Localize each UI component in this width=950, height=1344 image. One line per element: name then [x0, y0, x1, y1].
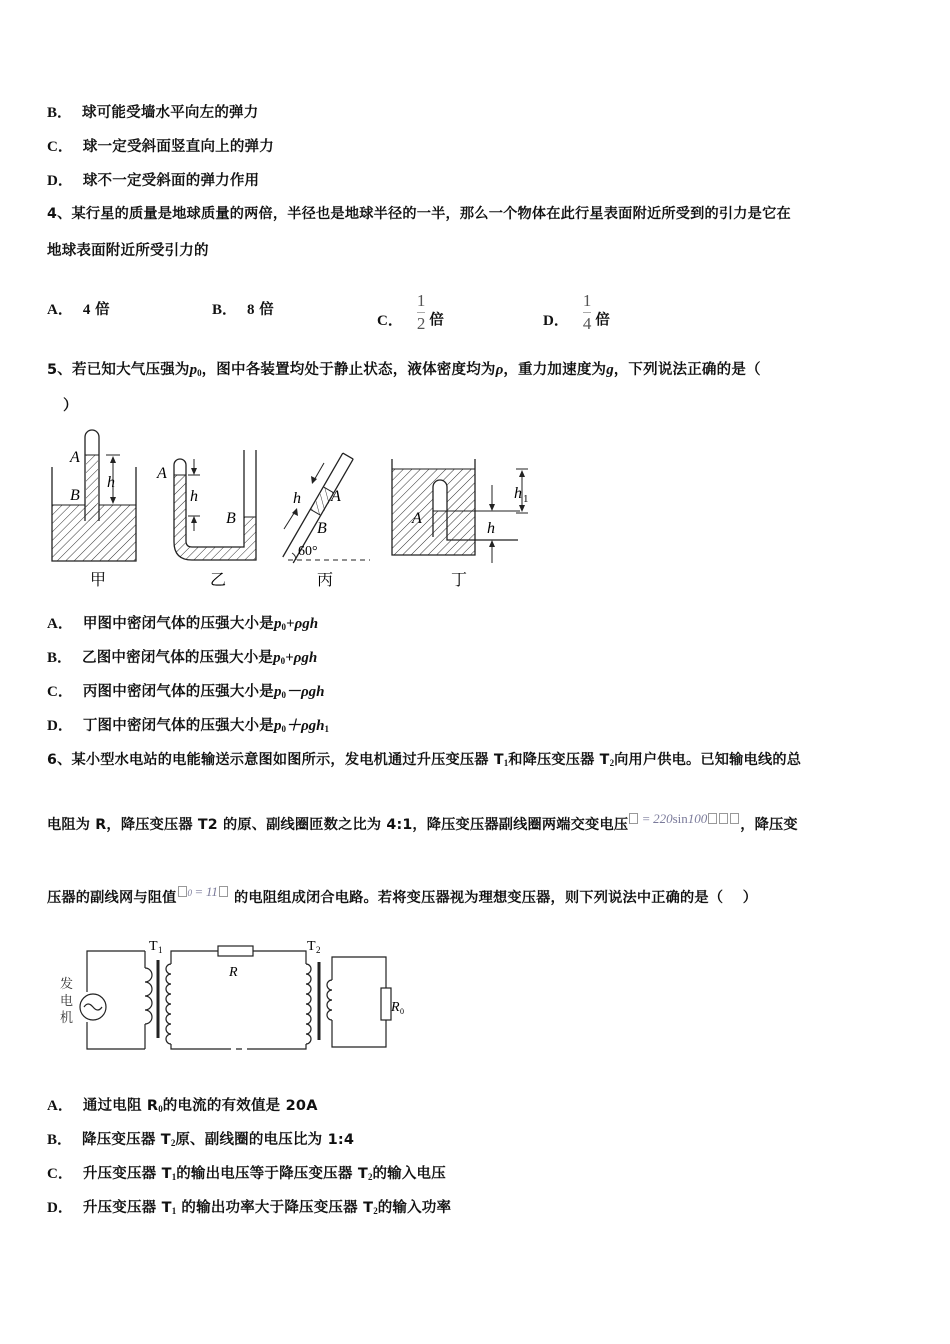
stem-text: 电阻为 R，降压变压器 T2 的原、副线圈匝数之比为 4:1，降压变压器副线圈两端交变电压	[47, 817, 629, 833]
missing-glyph	[219, 886, 228, 897]
option-text: 升压变压器 T	[82, 1200, 172, 1216]
option-text: 原、副线圈的电压比为 1:4	[175, 1132, 355, 1148]
subscript: 0	[158, 1104, 163, 1114]
option-suffix: 倍	[429, 312, 445, 329]
stem-text: 的电阻组成闭合电路。若将变压器视为理想变压器，则下列说法中正确的是（ ）	[228, 890, 758, 906]
option-label: C．	[377, 312, 403, 329]
option-text: 的输入电压	[372, 1166, 446, 1182]
q5-option-c	[47, 681, 325, 705]
option-suffix: 倍	[595, 312, 611, 329]
subscript: 2	[170, 1138, 176, 1148]
svg-text:h: h	[107, 474, 115, 491]
svg-text:A: A	[412, 510, 422, 527]
svg-text:A: A	[157, 465, 167, 482]
option-suffix: 倍	[95, 302, 110, 318]
svg-text:B: B	[70, 487, 80, 504]
q6-stem-line2	[47, 811, 798, 835]
generator-label-char: 电	[60, 994, 74, 1009]
option-text: 球不一定受斜面的弹力作用	[82, 173, 260, 189]
fraction-numerator: 1	[416, 291, 426, 310]
panel-ding	[392, 459, 529, 589]
fraction-denominator: 2	[416, 314, 426, 333]
option-label: B．	[47, 650, 73, 666]
option-label: A．	[47, 1098, 73, 1114]
formula: ＋ρgh	[285, 718, 325, 734]
fraction-bar	[417, 312, 426, 313]
option-label: C．	[47, 1166, 73, 1182]
q4-stem-line2: 地球表面附近所受引力的	[47, 243, 209, 259]
panel-jia	[52, 430, 136, 589]
subscript: 0	[281, 724, 286, 734]
equals-sign: =	[639, 811, 654, 826]
option-text: 球可能受墙水平向左的弹力	[82, 105, 259, 121]
subscript: 1	[171, 1206, 177, 1216]
q5-stem-line1	[47, 359, 761, 383]
symbol-rho: ρ	[495, 362, 504, 378]
r-label: R	[229, 965, 238, 980]
resistance-value: 11	[205, 884, 218, 899]
missing-glyph	[719, 813, 728, 824]
option-text: 的输入功率	[377, 1200, 452, 1216]
option-text: 的输出电压等于降压变压器 T	[176, 1166, 368, 1182]
fraction-bar	[583, 312, 592, 313]
subscript: 0	[197, 368, 202, 378]
option-label: B．	[212, 302, 238, 318]
formula: +ρgh	[285, 616, 319, 632]
option-text: 丙图中密闭气体的压强大小是	[82, 684, 274, 700]
subscript: 0	[280, 656, 286, 666]
stem-text: 5、若已知大气压强为	[47, 362, 190, 378]
q6-circuit-figure	[45, 930, 415, 1060]
subscript: 0	[281, 690, 286, 700]
formula: －ρgh	[285, 684, 325, 700]
option-label: D．	[47, 718, 73, 734]
q5-stem-line2: ）	[63, 398, 78, 414]
option-label: C．	[47, 684, 73, 700]
stem-text: 向用户供电。已知输电线的总	[614, 752, 802, 768]
option-label: B．	[47, 105, 73, 121]
option-value: 8	[247, 302, 255, 318]
subscript: 1	[171, 1172, 177, 1182]
option-text: 球一定受斜面竖直向上的弹力	[82, 139, 274, 155]
stem-text: 和降压变压器 T	[508, 752, 610, 768]
symbol-p: p	[189, 362, 198, 378]
svg-text:A: A	[331, 488, 341, 505]
panel-bing	[283, 453, 370, 589]
q6-stem-line1	[47, 749, 801, 773]
option-text: 升压变压器 T	[82, 1166, 172, 1182]
missing-glyph	[730, 813, 739, 824]
q6-option-b	[47, 1129, 354, 1153]
fraction-numerator: 1	[582, 291, 592, 310]
t1-label: T	[149, 939, 158, 954]
svg-text:h: h	[514, 485, 522, 502]
svg-text:甲: 甲	[90, 570, 107, 589]
resistance-formula	[177, 884, 229, 899]
q4-stem-line1: 4、某行星的质量是地球质量的两倍，半径也是地球半径的一半，那么一个物体在此行星表面附近所受到的引力是它在	[47, 206, 791, 222]
formula: p	[273, 616, 282, 632]
resistor-r0	[381, 988, 391, 1020]
fraction-denominator: 4	[582, 314, 592, 333]
t1-subscript: 1	[158, 945, 163, 955]
r0-label: R	[391, 1000, 400, 1015]
option-label: D．	[543, 312, 569, 329]
subscript: 0	[187, 888, 192, 898]
q6-option-d	[47, 1197, 451, 1221]
option-value: 4	[82, 302, 91, 318]
stem-text: ，下列说法正确的是（	[613, 362, 761, 378]
svg-text:丁: 丁	[451, 570, 468, 589]
option-label: A．	[47, 616, 73, 632]
option-label: D．	[47, 1200, 73, 1216]
subscript: 2	[609, 758, 615, 768]
q4-option-b	[212, 299, 274, 320]
q3-option-c	[47, 136, 274, 157]
t2-label: T	[307, 939, 316, 954]
q5-option-d	[47, 715, 329, 739]
panel-yi	[156, 450, 256, 589]
option-suffix: 倍	[259, 302, 274, 318]
q6-option-c	[47, 1163, 446, 1187]
option-text: 通过电阻 R	[82, 1098, 159, 1114]
svg-text:丙: 丙	[317, 570, 334, 589]
option-text: 的电流的有效值是 20A	[162, 1098, 318, 1114]
stem-text: ，降压变	[740, 817, 798, 833]
subscript: 2	[367, 1172, 373, 1182]
option-text: 降压变压器 T	[82, 1132, 171, 1148]
svg-text:h: h	[293, 490, 301, 507]
option-text: 丁图中密闭气体的压强大小是	[82, 718, 274, 734]
generator-label-char: 机	[60, 1011, 74, 1026]
option-text: 乙图中密闭气体的压强大小是	[82, 650, 274, 666]
svg-text:h: h	[190, 488, 198, 505]
q5-option-b	[47, 647, 317, 671]
option-label: A．	[47, 302, 73, 318]
q3-option-b	[47, 102, 258, 123]
sin-function: sin	[672, 811, 688, 826]
q4-option-a	[47, 299, 110, 320]
option-text: 的输出功率大于降压变压器 T	[176, 1200, 374, 1216]
option-text: 甲图中密闭气体的压强大小是	[82, 616, 274, 632]
option-label: B．	[47, 1132, 73, 1148]
formula: +ρgh	[285, 650, 318, 666]
t2-subscript: 2	[316, 945, 321, 955]
missing-glyph	[708, 813, 717, 824]
svg-text:h: h	[487, 520, 495, 537]
omega-value: 100	[687, 811, 708, 826]
missing-glyph	[178, 886, 187, 897]
subscript: 1	[324, 724, 330, 734]
q3-option-d	[47, 170, 259, 191]
svg-text:乙: 乙	[210, 570, 227, 589]
q4-option-d	[543, 291, 611, 342]
subscript: 0	[281, 622, 286, 632]
stem-text: 压器的副线网与阻值	[47, 890, 177, 906]
resistor-r	[218, 946, 253, 956]
q5-option-a	[47, 613, 318, 637]
stem-text: 6、某小型水电站的电能输送示意图如图所示，发电机通过升压变压器 T	[47, 752, 504, 768]
q6-stem-line3	[47, 884, 758, 909]
fraction	[583, 291, 592, 334]
subscript: 2	[373, 1206, 378, 1216]
option-label: C．	[47, 139, 73, 155]
q6-option-a	[47, 1095, 318, 1119]
option-label: D．	[47, 173, 73, 189]
fraction	[417, 291, 426, 334]
missing-glyph	[629, 813, 638, 824]
equals-sign: =	[192, 884, 206, 899]
generator-label-char: 发	[60, 977, 74, 992]
stem-text: ，重力加速度为	[503, 362, 607, 378]
svg-text:1: 1	[523, 493, 529, 505]
svg-text:B: B	[317, 520, 327, 537]
svg-text:60°: 60°	[298, 544, 318, 559]
svg-text:B: B	[226, 510, 236, 527]
voltage-formula	[628, 811, 740, 826]
formula: p	[273, 718, 282, 734]
q4-option-c	[377, 291, 445, 342]
symbol-g: g	[606, 362, 614, 378]
formula: p	[273, 684, 282, 700]
stem-text: ，图中各装置均处于静止状态，液体密度均为	[201, 362, 496, 378]
subscript: 1	[503, 758, 509, 768]
svg-text:A: A	[70, 449, 80, 466]
r0-subscript: 0	[400, 1007, 404, 1016]
formula: p	[273, 650, 281, 666]
amplitude: 220	[653, 811, 673, 826]
q5-figure	[40, 425, 550, 595]
